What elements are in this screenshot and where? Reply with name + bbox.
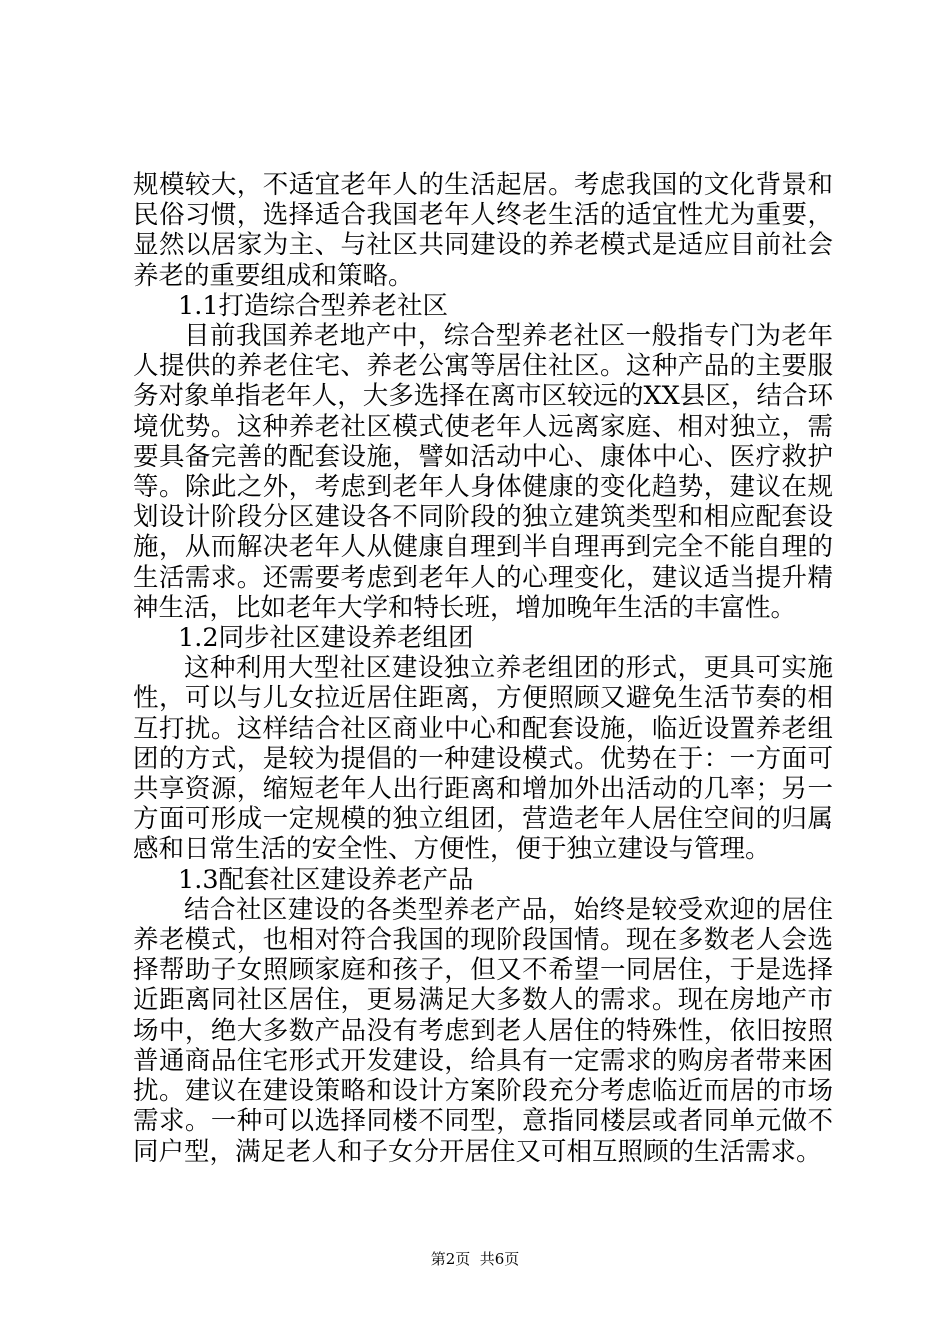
- paragraph-intro: 规模较大，不适宜老年人的生活起居。考虑我国的文化背景和民俗习惯，选择适合我国老年人终老生活的适宜性尤为重要，显然以居家为主、与社区共同建设的养老模式是适应目前社会养老的重要组成和策略。: [133, 170, 833, 291]
- page-number-label: 第2页 共6页: [430, 1250, 520, 1268]
- paragraph-1-2: 这种利用大型社区建设独立养老组团的形式，更具可实施性，可以与儿女拉近居住距离，方便照顾又避免生活节奏的相互打扰。这样结合社区商业中心和配套设施，临近设置养老组团的方式，是较为提倡的一种建设模式。优势在于：一方面可共享资源，缩短老年人出行距离和增加外出活动的几率；另一方面可形成一定规模的独立组团，营造老年人居住空间的归属感和日常生活的安全性、方便性，便于独立建设与管理。: [133, 653, 833, 865]
- paragraph-1-3: 结合社区建设的各类型养老产品，始终是较受欢迎的居住养老模式，也相对符合我国的现阶段国情。现在多数老人会选择帮助子女照顾家庭和孩子，但又不希望一同居住，于是选择近距离同社区居住，更易满足大多数人的需求。现在房地产市场中，绝大多数产品没有考虑到老人居住的特殊性，依旧按照普通商品住宅形式开发建设，给具有一定需求的购房者带来困扰。建议在建设策略和设计方案阶段充分考虑临近而居的市场需求。一种可以选择同楼不同型，意指同楼层或者同单元做不同户型，满足老人和子女分开居住又可相互照顾的生活需求。: [133, 894, 833, 1167]
- document-body: [133, 170, 833, 1167]
- section-heading-1-3: 1.3配套社区建设养老产品: [178, 864, 474, 895]
- paragraph-1-1: 目前我国养老地产中，综合型养老社区一般指专门为老年人提供的养老住宅、养老公寓等居住社区。这种产品的主要服务对象单指老年人，大多选择在离市区较远的XX县区，结合环境优势。这种养老社区模式使老年人远离家庭、相对独立，需要具备完善的配套设施，譬如活动中心、康体中心、医疗救护等。除此之外，考虑到老年人身体健康的变化趋势，建议在规划设计阶段分区建设各不同阶段的独立建筑类型和相应配套设施，从而解决老年人从健康自理到半自理再到完全不能自理的生活需求。还需要考虑到老年人的心理变化，建议适当提升精神生活，比如老年大学和特长班，增加晚年生活的丰富性。: [133, 321, 833, 623]
- section-heading-1-2: 1.2同步社区建设养老组团: [178, 623, 474, 654]
- page-footer: [0, 1250, 950, 1268]
- section-heading-1-1: 1.1打造综合型养老社区: [178, 290, 449, 321]
